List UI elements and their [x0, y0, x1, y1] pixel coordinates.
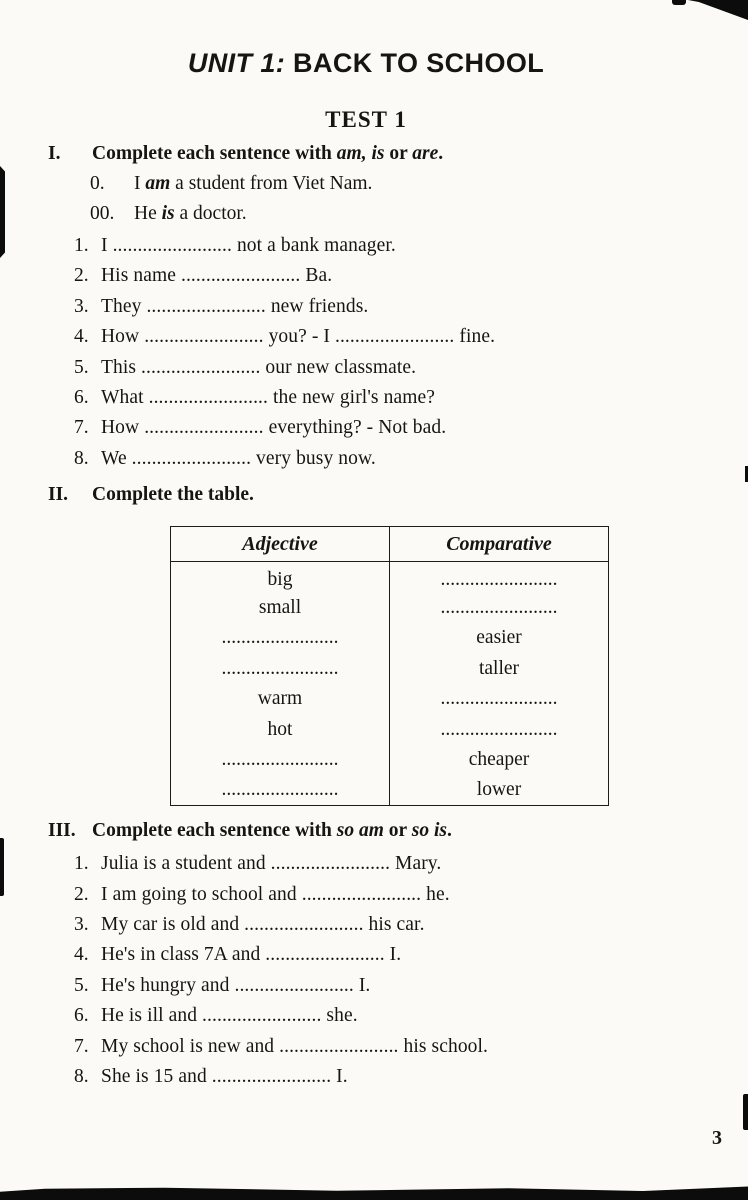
item-text: This ........................ our new classmate. [101, 356, 417, 378]
item-number: 4. [74, 944, 89, 966]
scan-artifact-top-right [688, 0, 748, 20]
table-cell: ........................ [221, 749, 339, 770]
scan-artifact-bottom [0, 1185, 748, 1200]
table-cell: ........................ [221, 779, 339, 801]
section-2 [48, 480, 684, 806]
item-number: 1. [74, 235, 89, 256]
item-text: His name ........................ Ba. [101, 265, 333, 287]
item-number: 3. [74, 295, 89, 317]
item-number: 4. [74, 326, 89, 348]
item-text: They ........................ new friends. [101, 295, 369, 317]
instruction-text: . [438, 143, 444, 164]
exercise-item [74, 849, 684, 879]
item-text: He is ill and ........................ she. [101, 1005, 358, 1027]
section-1-instruction [92, 139, 443, 169]
table-row [171, 745, 609, 776]
example-item [90, 169, 684, 199]
example-text-post: a student from Viet Nam. [170, 173, 373, 194]
item-number: 8. [74, 1066, 89, 1088]
example-text [134, 199, 247, 229]
table-cell: small [258, 596, 302, 618]
table-cell: ........................ [390, 592, 609, 623]
item-text: We ........................ very busy now. [101, 447, 376, 469]
table-cell: ........................ [221, 657, 339, 679]
exercise-item [74, 444, 684, 474]
item-number: 8. [74, 447, 89, 469]
instruction-text: Complete each sentence with [92, 143, 337, 164]
section-1-heading [48, 139, 684, 169]
table-cell: hot [267, 718, 293, 740]
section-2-heading [48, 480, 684, 510]
exercise-item [74, 940, 684, 970]
item-number: 7. [74, 417, 89, 439]
table-body [171, 562, 609, 806]
instruction-emphasis: so am [336, 820, 384, 842]
table-row [171, 592, 609, 623]
section-3-instruction [92, 816, 452, 846]
item-text: He's in class 7A and ........................ I. [101, 944, 402, 966]
item-number: 5. [74, 356, 89, 378]
item-number: 5. [74, 974, 89, 996]
example-text [134, 169, 372, 199]
exercise-item [74, 910, 684, 940]
section-3-numeral: III. [48, 820, 76, 842]
test-title: TEST 1 [325, 107, 407, 132]
table-cell: ........................ [390, 714, 609, 745]
table-cell: ........................ [390, 684, 609, 715]
table-row [171, 623, 609, 654]
table-cell: warm [257, 688, 303, 709]
item-text: My school is new and ........................ his school. [101, 1035, 489, 1057]
table-row [171, 653, 609, 684]
scan-artifact-left-1 [0, 166, 5, 258]
item-number: 1. [74, 853, 89, 875]
section-1-examples [90, 169, 684, 228]
item-number: 2. [74, 883, 89, 905]
table-cell: taller [390, 653, 609, 684]
example-item [90, 199, 684, 229]
table-cell: big [267, 569, 293, 591]
exercise-item [74, 1001, 684, 1031]
item-number: 7. [74, 1035, 89, 1057]
table-cell: cheaper [390, 745, 609, 776]
item-number: 6. [74, 387, 89, 409]
item-text: I ........................ not a bank manager. [101, 235, 396, 256]
section-2-instruction: Complete the table. [92, 484, 254, 506]
table-cell: lower [390, 775, 609, 806]
table-cell: easier [390, 623, 609, 654]
instruction-text: Complete each sentence with [92, 820, 337, 842]
item-text: How ........................ everything? - Not bad. [101, 417, 447, 439]
scan-artifact-left-2 [0, 838, 4, 896]
instruction-emphasis: so is [411, 820, 447, 842]
instruction-text: . [446, 820, 452, 842]
exercise-item [74, 353, 684, 383]
unit-title-text: BACK TO SCHOOL [285, 48, 545, 78]
table-row [171, 562, 609, 593]
scan-artifact-top-right-2 [672, 0, 686, 5]
example-text-post: a doctor. [174, 202, 247, 224]
item-text: Julia is a student and ........................ Mary. [101, 853, 442, 875]
exercise-item [74, 322, 684, 352]
exercise-item [74, 261, 684, 291]
section-3-items [74, 849, 684, 1092]
exercise-item [74, 413, 684, 443]
instruction-emphasis: are [412, 143, 439, 164]
example-number: 00. [90, 202, 115, 224]
item-text: What ........................ the new girl's name? [101, 387, 435, 409]
exercise-item [74, 1032, 684, 1062]
section-1-numeral: I. [48, 143, 61, 164]
section-1 [48, 139, 684, 474]
example-text-pre: He [134, 202, 162, 224]
exercise-item [74, 231, 684, 261]
unit-title [48, 48, 684, 79]
table-header-cell: Adjective [171, 527, 390, 562]
table-header-cell: Comparative [390, 527, 609, 562]
section-2-numeral: II. [48, 484, 69, 506]
exercise-item [74, 880, 684, 910]
example-number: 0. [90, 173, 105, 194]
section-3-heading [48, 816, 684, 846]
section-1-items [74, 231, 684, 474]
item-text: How ........................ you? - I ........................ fine. [101, 326, 496, 348]
item-text: My car is old and ........................ his car. [101, 914, 425, 936]
scan-artifact-right-1 [743, 1094, 748, 1130]
item-text: He's hungry and ........................ I. [101, 974, 371, 996]
adjective-comparative-table [170, 526, 609, 806]
table-row [171, 684, 609, 715]
exercise-item [74, 292, 684, 322]
item-number: 2. [74, 265, 89, 287]
exercise-item [74, 1062, 684, 1092]
item-text: I am going to school and ........................ he. [101, 883, 450, 905]
table-row [171, 775, 609, 806]
example-answer: is [161, 202, 175, 224]
instruction-text: or [384, 143, 413, 164]
item-number: 3. [74, 914, 89, 936]
exercise-item [74, 383, 684, 413]
page-number: 3 [712, 1127, 722, 1149]
example-answer: am [145, 173, 171, 194]
item-number: 6. [74, 1005, 89, 1027]
instruction-text: or [383, 820, 412, 842]
table-row [171, 714, 609, 745]
instruction-emphasis: am, is [336, 143, 385, 164]
table-cell: ........................ [390, 562, 609, 593]
unit-label: UNIT 1: [187, 48, 286, 78]
exercise-item [74, 971, 684, 1001]
table-header-row [171, 527, 609, 562]
table-cell: ........................ [221, 627, 339, 648]
item-text: She is 15 and ........................ I. [101, 1066, 348, 1088]
example-text-pre: I [134, 173, 146, 194]
section-3 [48, 816, 684, 1092]
